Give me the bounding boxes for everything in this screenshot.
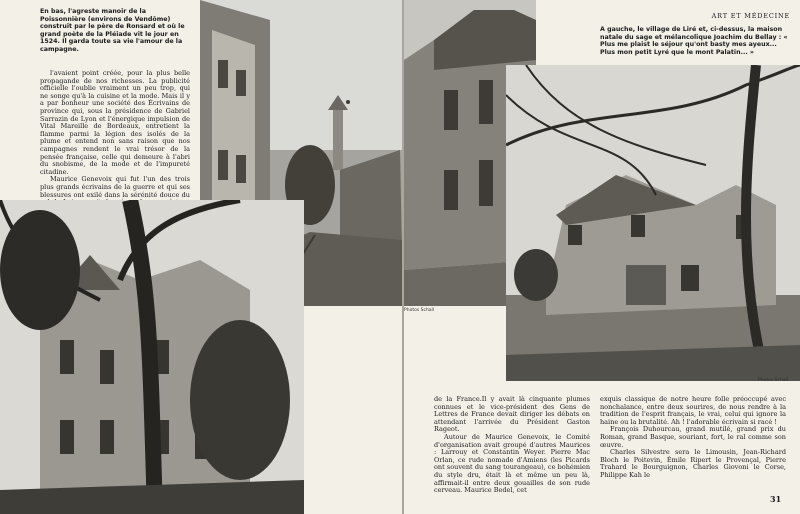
left-caption: En bas, l'agreste manoir de la Poissonnière (environs de Vendôme) construit par le père de Ronsard et où le grand poète de la Pléiade vit le jour en 1524. Il garda toute sa vie l'amour de la campagne. (40, 8, 185, 53)
right-col2-paragraph-2: François Duhourcau, grand mutilé, grand prix du Roman, grand Basque, souriant, fort, le ral comme son œuvre. (600, 425, 786, 449)
photo-credit-2: Photos Schall (758, 378, 789, 383)
spread-gutter (402, 0, 404, 514)
right-caption: A gauche, le village de Liré et, ci-dessus, la maison natale du sage et mélancolique Joachim du Bellay : « Plus me plaist le séjour qu'ont basty mes ayeux... Plus mon petit Lyré que le mont Palatin... » (600, 26, 788, 56)
right-col2-paragraph-1: exquis classique de notre heure folle préoccupé avec nonchalance, entre deux sourires, de nous rendre à la tradition de l'esprit français, le vrai, celui qui ignore la haine ou la brutalité. Ah ! l'adorable écrivain si racé ! (600, 395, 786, 426)
page-number: 31 (770, 494, 782, 504)
right-body-col-1 (434, 396, 590, 495)
right-col1-paragraph-2: Autour de Maurice Genevoix, le Comité d'organisation avait groupé d'autres Maurices : Larrouy et Constantin Weyer. Pierre Mac Orlan, ce rude nomade d'Amiens (les Picards ont souvent du sang tourangeau), ce bohémien du style dru, était là et même un peu là, affirmait-il entre deux gouailles de son rude cerveau. Maurice Bedel, cet (434, 432, 590, 495)
left-paragraph-1: l'avaient point créée, pour la plus belle propagande de nos richesses. La publicité officielle l'oublie vraiment un peu trop, qui ne songe qu'à la cuisine et la mode. Mais il y a par bonheur une société des Écrivains de province qui, sous la présidence de Gabriel Sarrazin de Lyon et l'énergique impulsion de Vital Mareille de Bordeaux, entretient la flamme parmi la légion des isolés de la plume et entend non sans raison que nos campagnes rendent le vrai trésor de la pensée française, celle qui demeure à l'abri du snobisme, de la mode et de l'impureté citadine. (40, 69, 190, 176)
right-header: ART ET MÉDECINE (711, 12, 790, 20)
left-paragraph-2: Maurice Genevoix qui fut l'un des trois plus grands écrivains de la guerre et qui ses blessures ont exilé dans la sérénité douce du (40, 175, 190, 199)
right-col2-paragraph-3: Charles Silvestre sera le Limousin, Jean-Richard Bloch le Poitevin, Émile Ripert le Provençal, Pierre Trahard le Bourguignon, Charles Giovoni le Corse, Philippe Kah le (600, 448, 786, 479)
photo-manor-poissonniere (0, 200, 304, 514)
right-col1-paragraph-1: de la France.Il y avait là cinquante plumes connues et le vice-président des Gens de Lettres de France devait diriger les débats en attendant l'arrivée du Président Gaston Rageot. (434, 395, 590, 434)
right-body-col-2 (600, 396, 786, 480)
photo-birth-house (506, 65, 800, 381)
photo-credit-1: Photos Schall (404, 308, 435, 313)
